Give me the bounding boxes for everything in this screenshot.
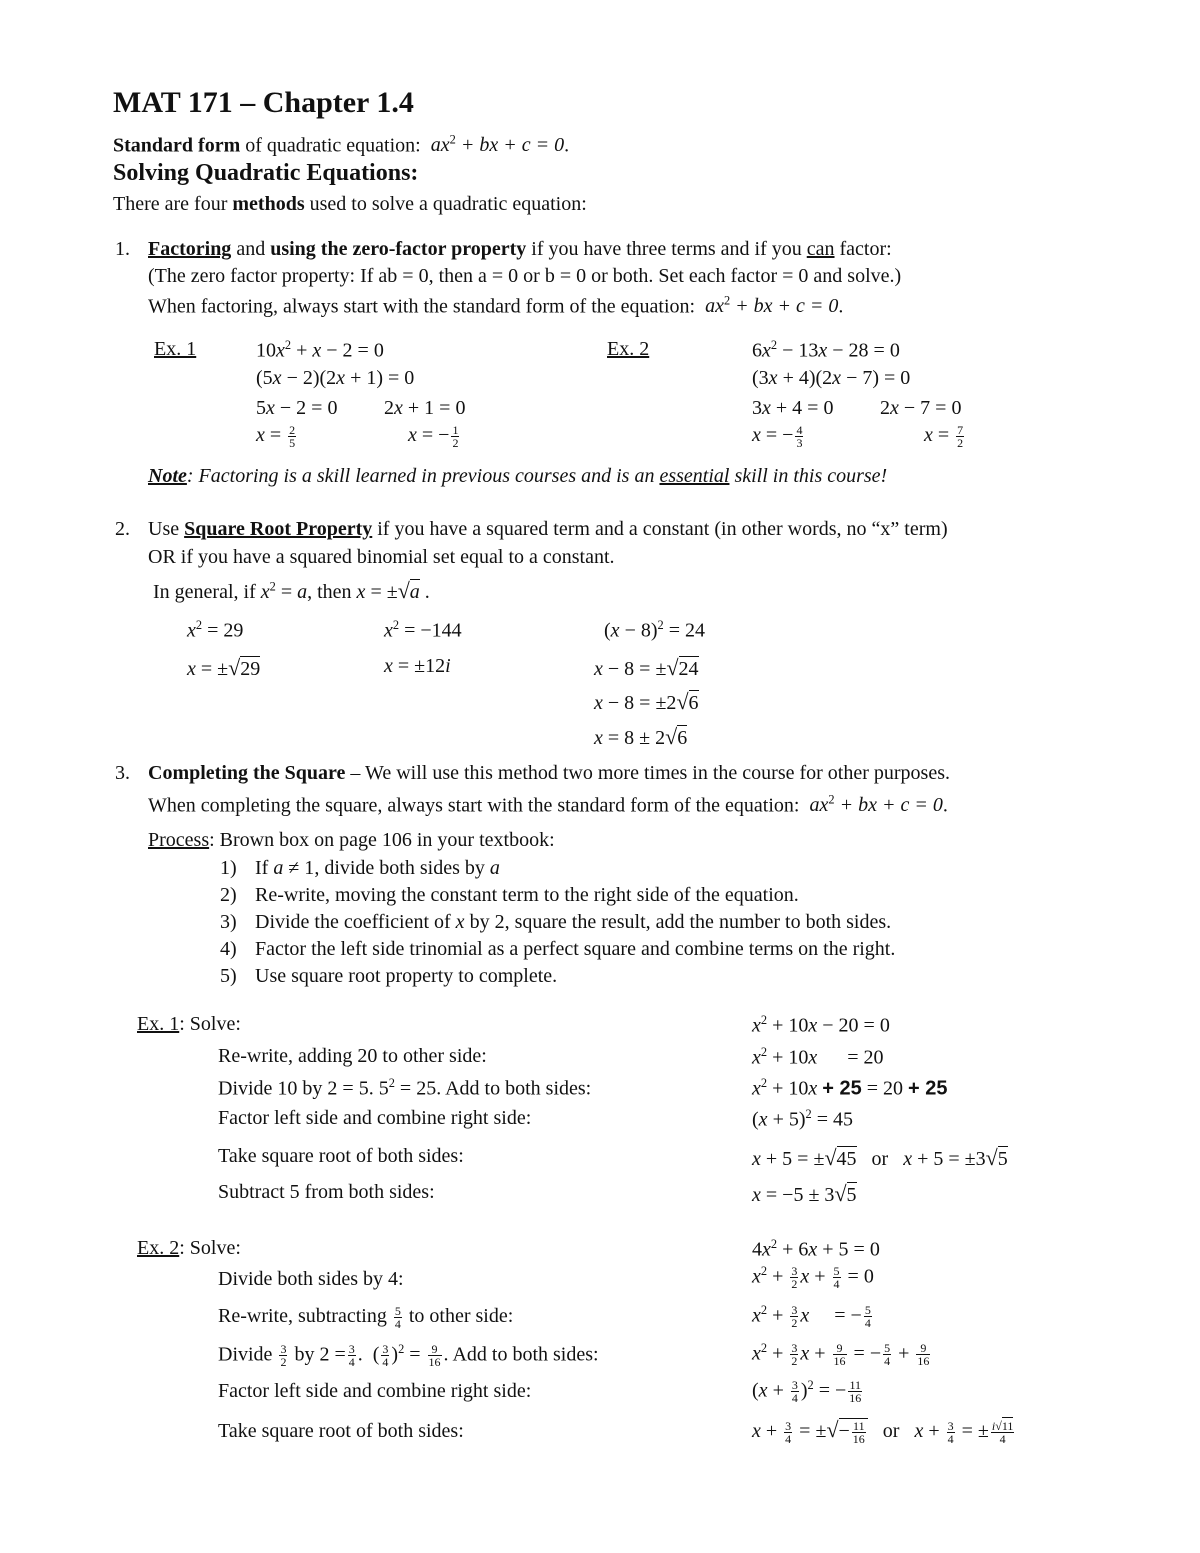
sqrt-ex3-step2: x − 8 = ±2√6 (594, 689, 699, 714)
cts-ex1-step2: Divide 10 by 2 = 5. $5^2 = 25$. Add to both sides: (218, 1076, 592, 1100)
cts-ex2-heading: Ex. 2: Solve: (137, 1237, 241, 1259)
method-2-line2: OR if you have a squared binomial set equal to a constant. (148, 546, 615, 568)
factoring-ex1-sol2: x = − $\frac{1}{2}$ (408, 423, 459, 450)
factoring-ex2-eq3a: 3x + 4 = 0 (752, 397, 834, 419)
cts-ex1-eq4: x + 5 = ±√45 or x + 5 = ±3√5 (752, 1145, 1008, 1170)
sqrt-ex3-eq: $(x - 8)^2 = 24$ (604, 618, 705, 642)
cts-ex2-eq3: $x^2$ + $\frac{3}{2}$ x + $\frac{9}{16}$ = − $\frac{5}{4}$ + $\frac{9}{16}$ (752, 1341, 930, 1369)
sqrt-ex3-step1: x − 8 = ±√24 (594, 655, 699, 680)
cts-ex2-eq2: $x^2$ + $\frac{3}{2}$ x = − $\frac{5}{4}$ (752, 1303, 871, 1331)
cts-ex1-step1: Re-write, adding 20 to other side: (218, 1045, 487, 1067)
process-step-5-num: 5) (220, 965, 237, 987)
cts-ex2-step2: Re-write, subtracting $\frac{5}{4}$ to other side: (218, 1304, 514, 1331)
factoring-ex1-eq2: (5x − 2)(2x + 1) = 0 (256, 367, 415, 389)
standard-form-equation: $ax^2$ + bx + c = 0 (425, 133, 565, 157)
cts-ex2-eq0: $4x^2 + 6x + 5 = 0$ (752, 1237, 880, 1261)
sqrt-ex1-sol: x = ±√29 (187, 655, 261, 680)
factoring-ex1-label: Ex. 1 (154, 338, 197, 360)
standard-form-text: of quadratic equation: (240, 134, 421, 157)
factoring-ex2-sol2: x = $\frac{7}{2}$ (924, 423, 964, 450)
cts-ex1-eq0: $x^2 + 10x - 20 = 0$ (752, 1013, 890, 1037)
cts-ex1-eq3: $(x + 5)^2 = 45$ (752, 1107, 853, 1131)
intro-line: There are four methods used to solve a quadratic equation: (113, 193, 587, 215)
process-step-1-num: 1) (220, 857, 237, 879)
method-2-general: In general, if $x^2 = a$, then x = ±√a . (153, 578, 430, 603)
factoring-ex1-eq1: $10x^2 + x - 2 = 0$ (256, 338, 384, 362)
sqrt-ex1-eq: $x^2 = 29$ (187, 618, 244, 642)
factoring-ex1-eq3a: 5x − 2 = 0 (256, 397, 338, 419)
method-3-number: 3. (115, 762, 130, 784)
process-step-5: Use square root property to complete. (255, 965, 558, 987)
factoring-ex1-eq3b: 2x + 1 = 0 (384, 397, 466, 419)
factoring-ex1-sol1: x = $\frac{2}{5}$ (256, 423, 296, 450)
process-step-4: Factor the left side trinomial as a perfect square and combine terms on the right. (255, 938, 896, 960)
process-step-1: If a ≠ 1, divide both sides by a (255, 857, 500, 879)
factoring-ex2-sol1: x = − $\frac{4}{3}$ (752, 423, 803, 450)
sqrt-ex2-sol: x = ±12i (384, 655, 451, 677)
cts-ex2-eq1: $x^2$ + $\frac{3}{2}$ x + $\frac{5}{4}$ = 0 (752, 1264, 874, 1292)
factoring-ex2-label: Ex. 2 (607, 338, 650, 360)
method-2-line1: Use Square Root Property if you have a squared term and a constant (in other words, no “x” term) (148, 518, 948, 540)
method-3-line2: When completing the square, always start with the standard form of the equation: $ax^2$ + bx + c = 0. (148, 793, 948, 817)
cts-ex2-step3: Divide $\frac{3}{2}$ by 2 = $\frac{3}{4}$ . ( $\frac{3}{4}$ )$^2$ = $\frac{9}{16}$ . Add to both sides: (218, 1342, 599, 1370)
standard-form-line: Standard form of quadratic equation: $ax^2$ + bx + c = 0. (113, 133, 570, 157)
cts-ex2-step4: Factor left side and combine right side: (218, 1380, 532, 1402)
cts-ex1-step3: Factor left side and combine right side: (218, 1107, 532, 1129)
cts-ex1-step5: Subtract 5 from both sides: (218, 1181, 435, 1203)
cts-ex1-eq1: $x^2 + 10x$ = 20 (752, 1045, 884, 1069)
cts-ex1-step4: Take square root of both sides: (218, 1145, 464, 1167)
factoring-ex2-eq2: (3x + 4)(2x − 7) = 0 (752, 367, 911, 389)
method-1-number: 1. (115, 238, 130, 260)
cts-ex2-eq5: x + $\frac{3}{4}$ = ±√− $\frac{11}{16}$ or x + $\frac{3}{4}$ = ± $\frac{i√11}{4}$ (752, 1417, 1014, 1446)
process-step-2: Re-write, moving the constant term to the right side of the equation. (255, 884, 799, 906)
sqrt-ex3-sol: x = 8 ± 2√6 (594, 724, 688, 749)
page-title: MAT 171 – Chapter 1.4 (113, 86, 414, 119)
method-1-line2: (The zero factor property: If ab = 0, then a = 0 or b = 0 or both. Set each factor = 0 and solve.) (148, 265, 902, 287)
process-step-2-num: 2) (220, 884, 237, 906)
process-step-4-num: 4) (220, 938, 237, 960)
method-2-number: 2. (115, 518, 130, 540)
cts-ex1-heading: Ex. 1: Solve: (137, 1013, 241, 1035)
process-step-3-num: 3) (220, 911, 237, 933)
standard-form-label: Standard form (113, 134, 241, 157)
factoring-ex2-eq3b: 2x − 7 = 0 (880, 397, 962, 419)
method-3-line1: Completing the Square – We will use this method two more times in the course for other purposes. (148, 762, 951, 784)
method-1-line3: When factoring, always start with the standard form of the equation: $ax^2$ + bx + c = 0. (148, 294, 844, 318)
cts-ex1-eq5: x = −5 ± 3√5 (752, 1181, 857, 1206)
factoring-note: Note: Factoring is a skill learned in previous courses and is an essential skill in this course! (148, 465, 888, 487)
process-step-3: Divide the coefficient of x by 2, square the result, add the number to both sides. (255, 911, 892, 933)
section-heading: Solving Quadratic Equations: (113, 160, 419, 186)
factoring-ex2-eq1: $6x^2 - 13x - 28 = 0$ (752, 338, 900, 362)
process-line: Process: Brown box on page 106 in your textbook: (148, 829, 555, 851)
cts-ex2-eq4: (x + $\frac{3}{4}$ )$^2$ = − $\frac{11}{16}$ (752, 1378, 862, 1406)
cts-ex2-step5: Take square root of both sides: (218, 1420, 464, 1442)
sqrt-ex2-eq: $x^2 = -144$ (384, 618, 462, 642)
cts-ex2-step1: Divide both sides by 4: (218, 1268, 404, 1290)
method-1-line1: Factoring and using the zero-factor property if you have three terms and if you can factor: (148, 238, 892, 260)
cts-ex1-eq2: $x^2 + 10x + 25 = 20 + 25$ (752, 1076, 948, 1100)
